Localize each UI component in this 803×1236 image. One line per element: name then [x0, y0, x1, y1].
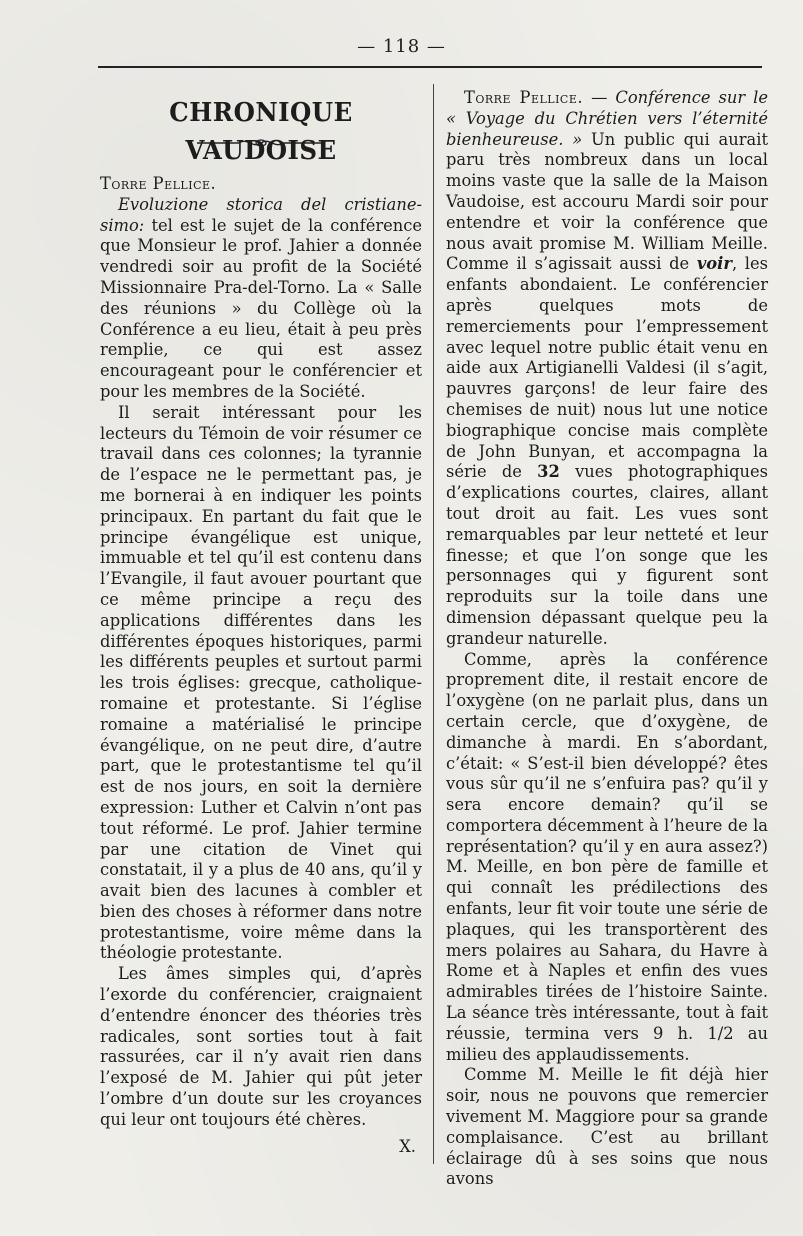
paragraph-text: , les enfants abondaient. Le conférencier après quelques mots de remerciements pour l’empressement avec lequel notre public était venu en aide aux Artigianelli Valdesi (il s’agit, pauvres garçons! de leur faire des chemises de nuit) nous lut une notice biographique concise mais complète de John Bunyan, et accompagna la série de [446, 254, 768, 482]
emphasis-word: voir [696, 254, 732, 274]
lecture-title-italic: Evoluzione storica del cristiane- simo: [100, 194, 422, 235]
article-paragraph-1 [446, 88, 768, 650]
place-heading: Torre Pellice. [100, 174, 217, 193]
page-number: — 118 — [357, 36, 446, 57]
section-title: CHRONIQUE VAUDOISE [169, 98, 353, 166]
paragraph-text: Un public qui aurait paru très nombreux dans un local moins vaste que la salle de la Maison Vaudoise, est accouru Mardi soir pour entendre et voir la conférence que nous avait promise M. William Meille. Comme il s’agissait aussi de [446, 129, 768, 274]
heading-dash: — [583, 88, 616, 107]
header-rule [98, 66, 762, 68]
paragraph-text: Comme M. Meille le fit déjà hier soir, nous ne pouvons que remercier vivement M. Maggiore pour sa grande complaisance. C’est au brillant éclairage dû à ses soins que nous avons [446, 1065, 768, 1189]
bold-number: 32 [537, 462, 560, 482]
paragraph-text: Comme, après la conférence proprement dite, il restait encore de l’oxygène (on ne parlait plus, dans un certain cercle, que d’oxygène, de dimanche à mardi. En s’abordant, c’était: « S’est-il bien développé? êtes vous sûr qu’il ne s’enfuira pas? qu’il y sera encore demain? qu’il se comportera décemment à l’heure de la représentation? qu’il y en aura assez?) M. Meille, en bon père de famille et qui connaît les prédilections des enfants, leur fit voir toute une série de plaques, qui les transportèrent des mers polaires au Sahara, du Havre à Rome et à Naples et enfin des vues admirables tirées de l’histoire Sainte. La séance très intéressante, tout à fait réussie, termina vers 9 h. 1/2 au milieu des applaudissements. [446, 649, 768, 1064]
place-heading: Torre Pellice. [464, 88, 584, 107]
paragraph-text: tel est le sujet de la conférence que Monsieur le prof. Jahier a donnée vendredi soir au profit de la Société Missionnaire Pra-del-Torno. La « Salle des réunions » du Collège où la Conférence a eu lieu, était à peu près remplie, ce qui est assez encourageant pour le conférencier et pour les membres de la Société. [100, 215, 422, 401]
article-paragraph-2 [446, 650, 768, 1066]
article-paragraph-1 [100, 195, 422, 403]
paragraph-text: Il serait intéressant pour les lecteurs du Témoin de voir résumer ce travail dans ces colonnes; la tyrannie de l’espace ne le permettant pas, je me bornerai à en indiquer les points principaux. En partant du fait que le principe évangélique est unique, immuable et tel qu’il est contenu dans l’Evangile, il faut avouer pourtant que ce même principe a reçu des applications différentes dans les différentes époques historiques, parmi les différents peuples et surtout parmi les trois églises: grecque, catholique-romaine et protestante. Si l’église romaine a matérialisé le principe évangélique, on ne peut dire, d’autre part, que le protestantisme tel qu’il est de nos jours, en soit la dernière expression: Luther et Calvin n’ont pas tout réformé. Le prof. Jahier termine par une citation de Vinet qui constatait, il y a plus de 40 ans, qu’il y avait bien des lacunes à combler et bien des choses à réformer dans notre protestantisme, voire même dans la théologie protestante. [100, 402, 422, 963]
column-divider [433, 84, 434, 1164]
article-paragraph-3 [446, 1065, 768, 1190]
article-heading-left [100, 174, 422, 195]
author-signature: X. [399, 1136, 416, 1156]
lecture-title-italic: Conférence sur le « Voyage du Chrétien vers l’éternité bienheureuse. » [446, 88, 768, 149]
paragraph-text: vues photographiques d’explications courtes, claires, allant tout droit au fait. Les vues sont remarquables par leur netteté et leur finesse; et que l’on songe que les personnages qui y figurent sont reproduits sur la toile dans une dimension dépassant quelque peu la grandeur naturelle. [446, 462, 768, 648]
right-column [446, 88, 768, 1190]
paragraph-text: Les âmes simples qui, d’après l’exorde du conférencier, craignaient d’entendre énoncer des théories très radicales, sont sorties tout à fait rassurées, car il n’y avait rien dans l’exposé de M. Jahier qui pût jeter l’ombre d’un doute sur les croyances qui leur ont toujours été chères. [100, 964, 422, 1129]
left-column [100, 88, 422, 1159]
article-paragraph-2 [100, 403, 422, 965]
article-paragraph-3 [100, 964, 422, 1130]
